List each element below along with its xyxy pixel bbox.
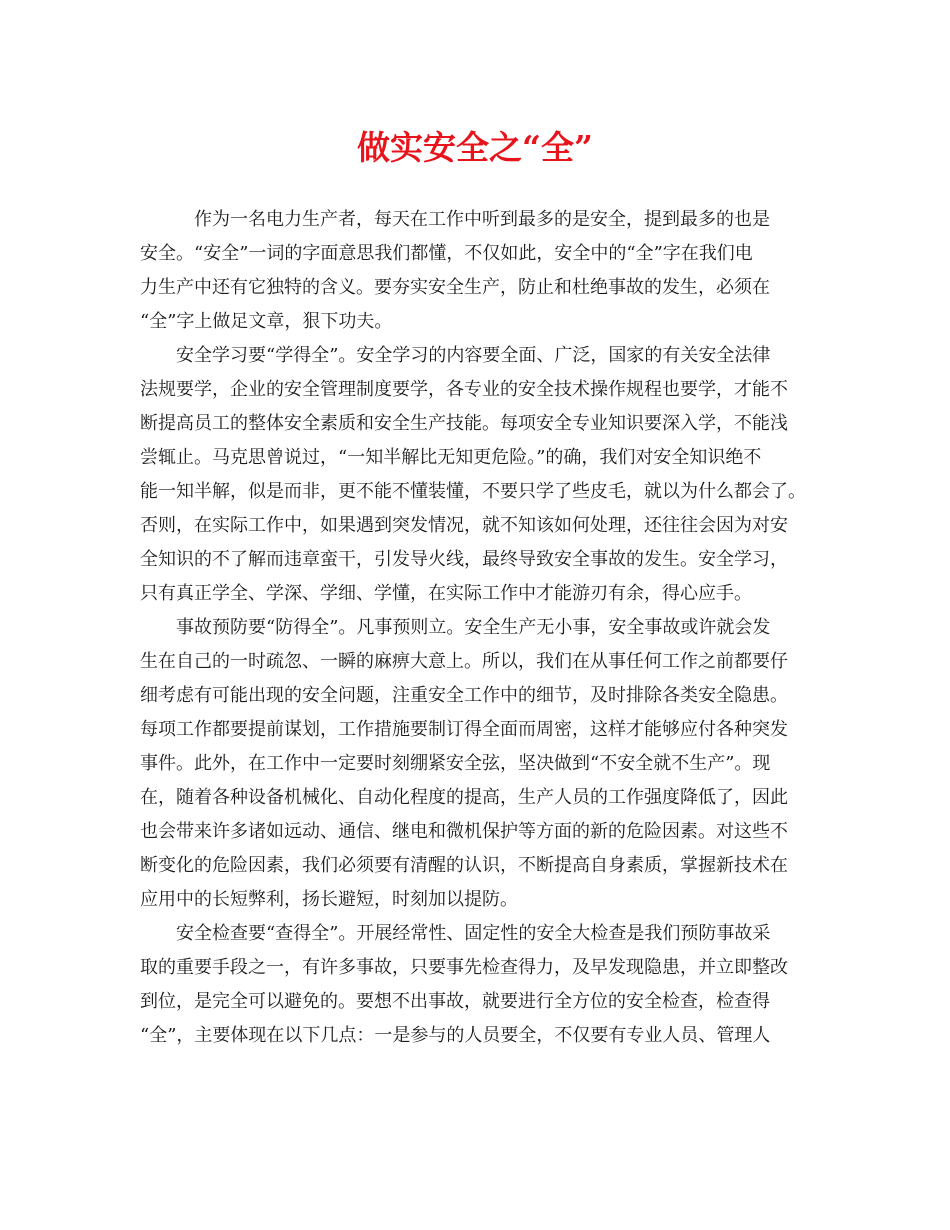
body-line: 尝辄止。马克思曾说过，“一知半解比无知更危险。”的确，我们对安全知识绝不 [140, 447, 762, 468]
body-line: 每项工作都要提前谋划，工作措施要制订得全面而周密，这样才能够应付各种突发 [140, 719, 788, 740]
body-line: 安全学习要“学得全”。安全学习的内容要全面、广泛，国家的有关安全法律 [140, 345, 771, 366]
body-line: 应用中的长短弊利，扬长避短，时刻加以提防。 [140, 889, 518, 910]
document-title: 做实安全之“全” [357, 128, 593, 167]
body-line: 事件。此外，在工作中一定要时刻绷紧安全弦，坚决做到“不安全就不生产”。现 [140, 753, 771, 774]
body-line: 在，随着各种设备机械化、自动化程度的提高，生产人员的工作强度降低了，因此 [140, 787, 788, 808]
body-line: 断提高员工的整体安全素质和安全生产技能。每项安全专业知识要深入学，不能浅 [140, 413, 788, 434]
body-line: 只有真正学全、学深、学细、学懂，在实际工作中才能游刃有余，得心应手。 [140, 583, 752, 604]
body-line: 作为一名电力生产者，每天在工作中听到最多的是安全，提到最多的也是 [140, 209, 770, 230]
body-line: 也会带来许多诸如远动、通信、继电和微机保护等方面的新的危险因素。对这些不 [140, 821, 788, 842]
body-line: 生在自己的一时疏忽、一瞬的麻痹大意上。所以，我们在从事任何工作之前都要仔 [140, 651, 788, 672]
body-line: 断变化的危险因素，我们必须要有清醒的认识，不断提高自身素质，掌握新技术在 [140, 855, 788, 876]
body-line: 取的重要手段之一，有许多事故，只要事先检查得力，及早发现隐患，并立即整改 [140, 957, 788, 978]
body-line: 能一知半解，似是而非，更不能不懂装懂，不要只学了些皮毛，就以为什么都会了。 [140, 481, 806, 502]
body-line: 全知识的不了解而违章蛮干，引发导火线，最终导致安全事故的发生。安全学习， [140, 549, 788, 570]
body-line: 细考虑有可能出现的安全问题，注重安全工作中的细节，及时排除各类安全隐患。 [140, 685, 788, 706]
body-line: 安全。“安全”一词的字面意思我们都懂，不仅如此，安全中的“全”字在我们电 [140, 243, 753, 264]
body-line: 否则，在实际工作中，如果遇到突发情况，就不知该如何处理，还往往会因为对安 [140, 515, 788, 536]
body-line: 到位，是完全可以避免的。要想不出事故，就要进行全方位的安全检查，检查得 [140, 991, 770, 1012]
body-line: 事故预防要“防得全”。凡事预则立。安全生产无小事，安全事故或许就会发 [140, 617, 771, 638]
body-line: “全”，主要体现在以下几点：一是参与的人员要全，不仅要有专业人员、管理人 [140, 1025, 771, 1046]
body-line: “全”字上做足文章，狠下功夫。 [140, 311, 393, 332]
body-line: 力生产中还有它独特的含义。要夯实安全生产，防止和杜绝事故的发生，必须在 [140, 277, 770, 298]
body-line: 安全检查要“查得全”。开展经常性、固定性的安全大检查是我们预防事故采 [140, 923, 771, 944]
body-line: 法规要学，企业的安全管理制度要学，各专业的安全技术操作规程也要学，才能不 [140, 379, 788, 400]
